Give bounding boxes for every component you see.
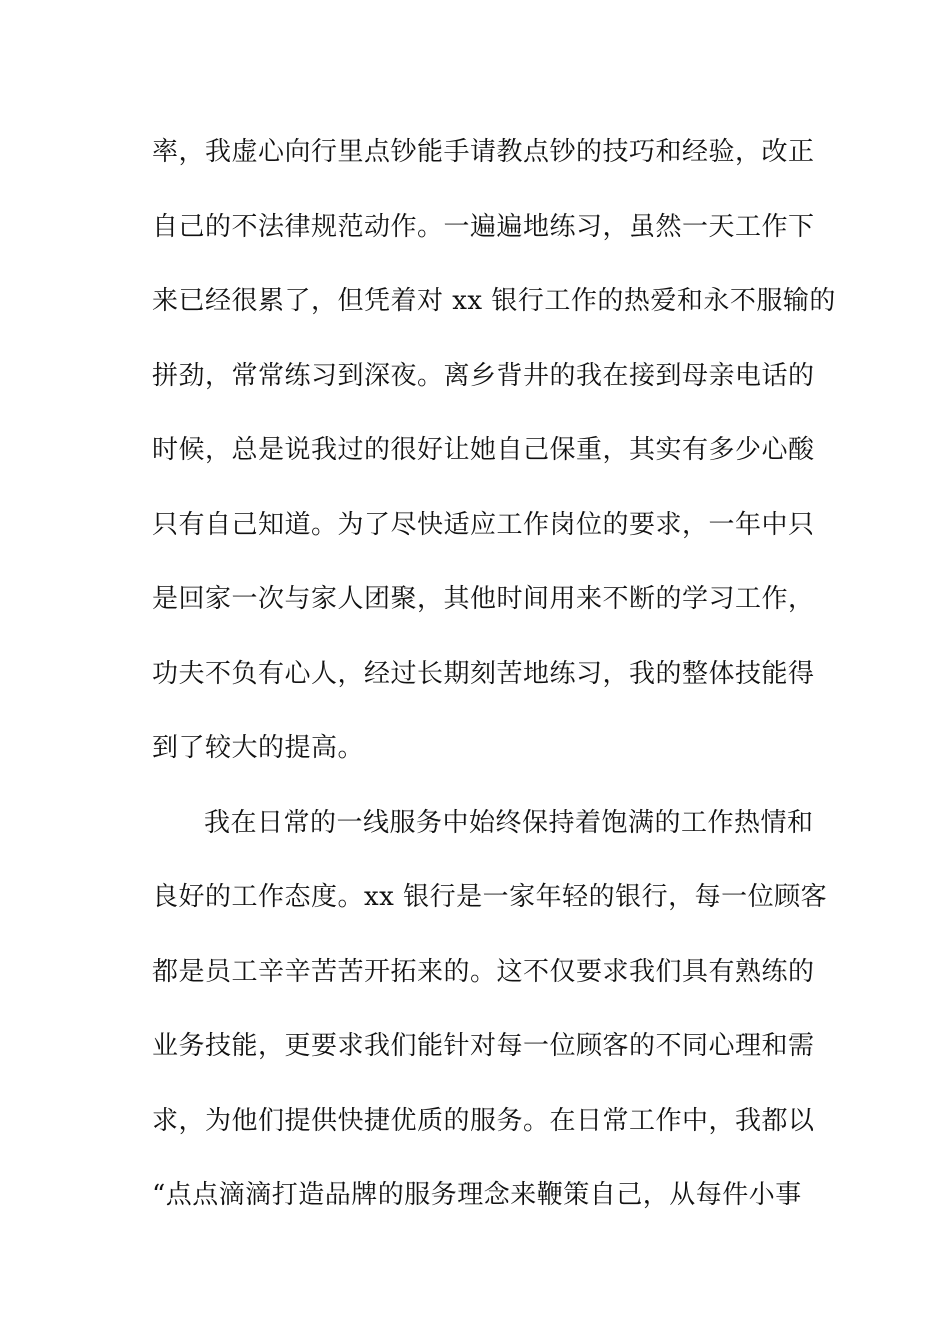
text-line: 来已经很累了，但凭着对 xx 银行工作的热爱和永不服输的	[152, 286, 836, 316]
text-line: 都是员工辛辛苦苦开拓来的。这不仅要求我们具有熟练的	[152, 956, 815, 987]
text-line: 时候，总是说我过的很好让她自己保重，其实有多少心酸	[152, 435, 815, 465]
body-text	[152, 130, 836, 1248]
text-line: 自己的不法律规范动作。一遍遍地练习，虽然一天工作下	[152, 211, 815, 242]
text-line: “点点滴滴打造品牌的服务理念来鞭策自己，从每件小事	[152, 1180, 802, 1210]
text-line: 拼劲，常常练习到深夜。离乡背井的我在接到母亲电话的	[152, 360, 815, 391]
text-line: 功夫不负有心人，经过长期刻苦地练习，我的整体技能得	[152, 658, 815, 689]
paragraph-start-line: 我在日常的一线服务中始终保持着饱满的工作热情和	[204, 807, 814, 838]
text-line: 只有自己知道。为了尽快适应工作岗位的要求，一年中只	[152, 509, 815, 540]
text-line: 求，为他们提供快捷优质的服务。在日常工作中，我都以	[152, 1105, 815, 1136]
text-line: 业务技能，更要求我们能针对每一位顾客的不同心理和需	[152, 1031, 815, 1061]
text-line: 到了较大的提高。	[152, 733, 365, 763]
text-line: 良好的工作态度。xx 银行是一家年轻的银行，每一位顾客	[152, 882, 828, 912]
text-line: 率，我虚心向行里点钞能手请教点钞的技巧和经验，改正	[152, 137, 815, 167]
text-line: 是回家一次与家人团聚，其他时间用来不断的学习工作，	[152, 584, 815, 614]
